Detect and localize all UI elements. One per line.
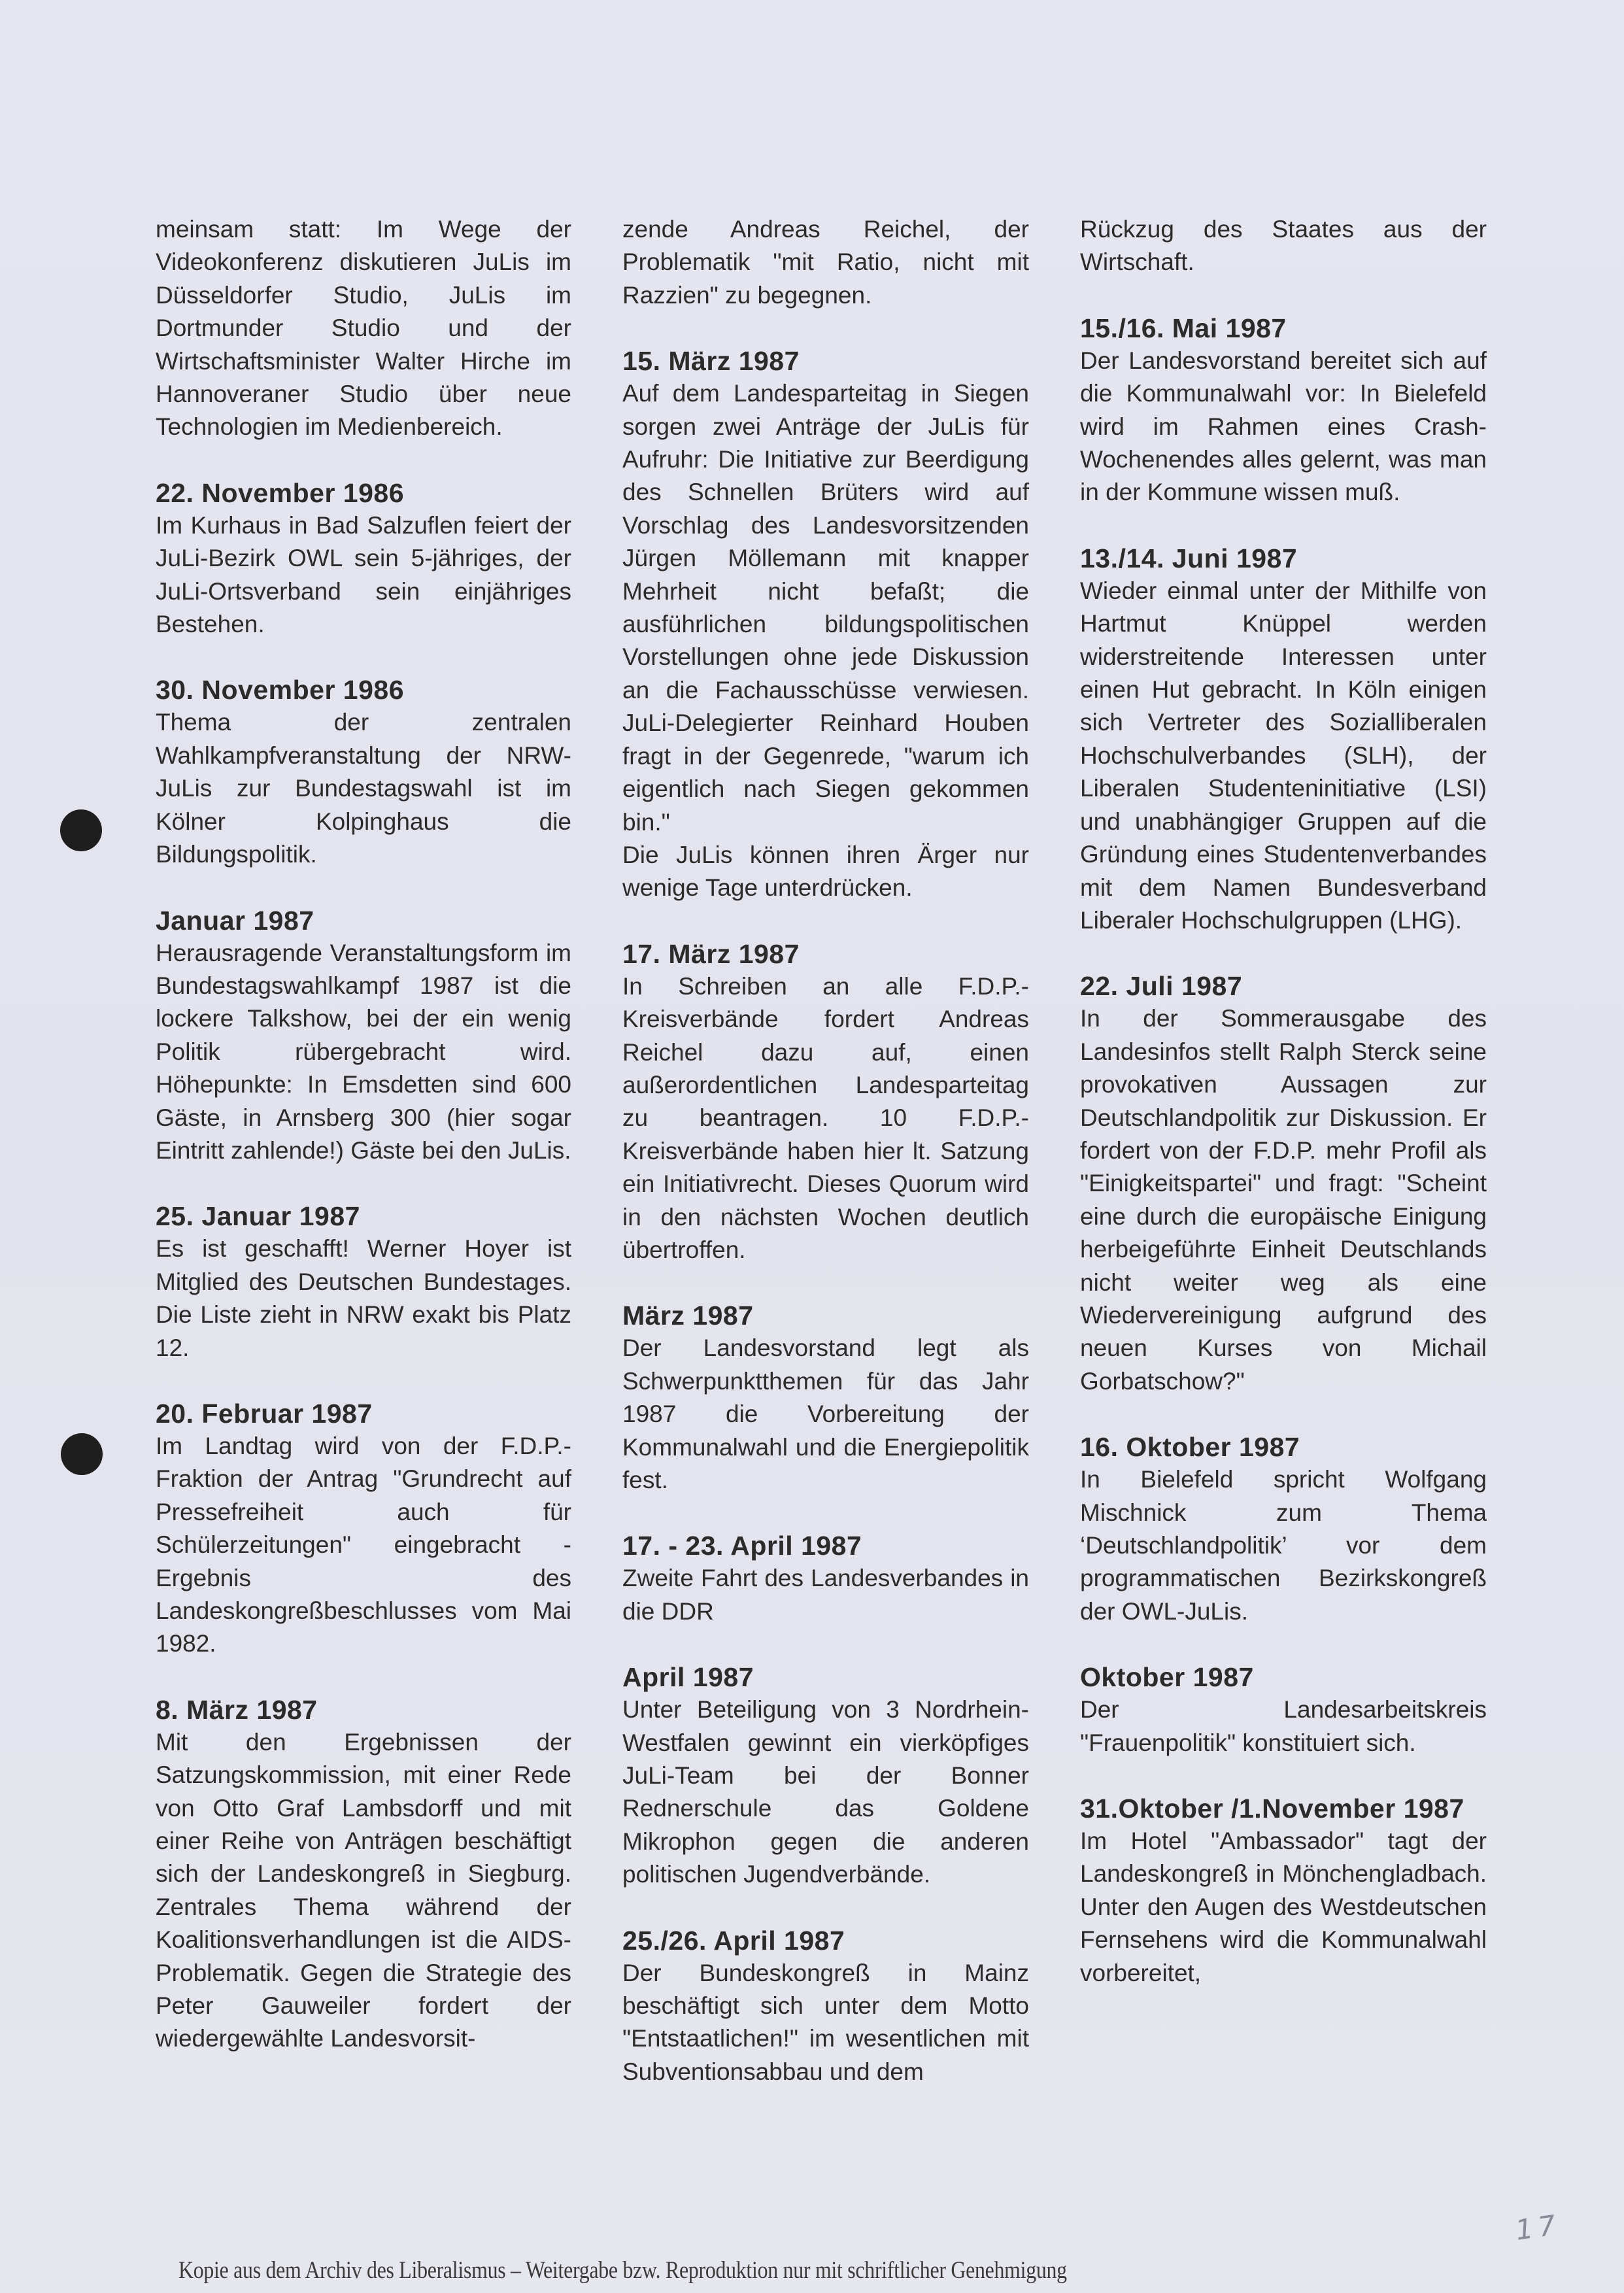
entry-text: Rückzug des Staates aus der Wirtschaft.: [1080, 216, 1487, 276]
chronicle-entry: [622, 1661, 1029, 1891]
chronicle-entry: [156, 904, 571, 1168]
entry-date-heading: 20. Februar 1987: [156, 1398, 373, 1429]
entry-text: Der Bundeskongreß in Mainz beschäftigt sich unter dem Motto "Entstaatlichen!" im wesentlichen mit Subventionsabbau und dem: [622, 1959, 1029, 2085]
entry-date-heading: 22. Juli 1987: [1080, 971, 1243, 1002]
entry-date-heading: 15. März 1987: [622, 346, 800, 377]
entry-date-heading: März 1987: [622, 1300, 754, 1331]
entry-date-heading: 13./14. Juni 1987: [1080, 543, 1298, 573]
entry-text: In Bielefeld spricht Wolfgang Mischnick zum Thema ‘Deutschlandpolitik’ vor dem programmatischen Bezirkskongreß der OWL-JuLis.: [1080, 1466, 1487, 1625]
entry-date-heading: 22. November 1986: [156, 477, 405, 508]
column-middle: [622, 213, 1029, 2121]
entry-text: Thema der zentralen Wahlkampfveranstaltung der NRW-JuLis zur Bundestagswahl ist im Kölner Kolpinghaus die Bildungspolitik.: [156, 709, 571, 868]
chronicle-entry: [156, 213, 571, 444]
handwritten-page-number: 17: [1513, 2208, 1563, 2247]
entry-text: In der Sommerausgabe des Landesinfos stellt Ralph Sterck seine provokativen Aussagen zur Deutschlandpolitik zur Diskussion. Er fordert von der F.D.P. mehr Profil als "Einigkeitspartei" und fragt: "Scheint eine durch die europäische Einigung herbeigeführte Einheit Deutschlands nicht weiter weg als eine Wiedervereinigung aufgrund des neuen Kurses von Michail Gorbatschow?": [1080, 1005, 1487, 1395]
chronicle-entry: [622, 1924, 1029, 2089]
chronicle-entry: [1080, 542, 1487, 937]
chronicle-entry: [156, 1200, 571, 1365]
entry-text: meinsam statt: Im Wege der Videokonferenz diskutieren JuLis im Düsseldorfer Studio, JuLis im Dortmunder Studio und der Wirtschaftsminister Walter Hirche im Hannoveraner Studio über neue Technologien im Medienbereich.: [156, 216, 571, 441]
chronicle-entry: [1080, 970, 1487, 1398]
chronicle-entry: [1080, 1661, 1487, 1759]
chronicle-entry: [622, 213, 1029, 312]
entry-text: Mit den Ergebnissen der Satzungskommission, mit einer Rede von Otto Graf Lambsdorff und mit einer Reihe von Anträgen beschäftigt sich der Landeskongreß in Siegburg. Zentrales Thema während der Koalitionsverhandlungen ist die AIDS-Problematik. Gegen die Strategie des Peter Gauweiler fordert der wiedergewählte Landesvorsit-: [156, 1728, 571, 2052]
chronicle-entry: [622, 345, 1029, 905]
entry-text: Der Landesvorstand bereitet sich auf die Kommunalwahl vor: In Bielefeld wird im Rahmen eines Crash-Wochenendes alles gelernt, was man in der Kommune wissen muß.: [1080, 347, 1487, 506]
chronicle-entry: [156, 1693, 571, 2056]
entry-text: In Schreiben an alle F.D.P.-Kreisverbände fordert Andreas Reichel dazu auf, einen außerordentlichen Landesparteitag zu beantragen. 10 F.D.P.-Kreisverbände haben hier lt. Satzung ein Initiativrecht. Dieses Quorum wird in den nächsten Wochen deutlich übertroffen.: [622, 972, 1029, 1263]
entry-text: Im Kurhaus in Bad Salzuflen feiert der JuLi-Bezirk OWL sein 5-jähriges, der JuLi-Ortsverband sein einjähriges Bestehen.: [156, 511, 571, 638]
entry-date-heading: 31.Oktober /1.November 1987: [1080, 1793, 1464, 1824]
entry-text: Der Landesarbeitskreis "Frauenpolitik" konstituiert sich.: [1080, 1696, 1487, 1756]
entry-text: Zweite Fahrt des Landesverbandes in die DDR: [622, 1565, 1029, 1625]
chronicle-entry: [1080, 1431, 1487, 1628]
chronicle-entry: [156, 673, 571, 871]
entry-date-heading: April 1987: [622, 1662, 754, 1693]
entry-text: Wieder einmal unter der Mithilfe von Hartmut Knüppel werden widerstreitende Interessen unter einen Hut gebracht. In Köln einigen sich Vertreter des Sozialliberalen Hochschulverbandes (SLH), der Liberalen Studenteninitiative (LSI) und unabhängiger Gruppen auf die Gründung eines Studentenverbandes mit dem Namen Bundesverband Liberaler Hochschulgruppen (LHG).: [1080, 577, 1487, 934]
entry-date-heading: 15./16. Mai 1987: [1080, 313, 1287, 343]
entry-text: zende Andreas Reichel, der Problematik "mit Ratio, nicht mit Razzien" zu begegnen.: [622, 216, 1029, 309]
chronicle-entry: [1080, 213, 1487, 279]
column-right: [1080, 213, 1487, 2022]
chronicle-entry: [622, 1529, 1029, 1628]
entry-date-heading: 17. März 1987: [622, 938, 800, 969]
column-left: [156, 213, 571, 2088]
entry-text: Es ist geschafft! Werner Hoyer ist Mitglied des Deutschen Bundestages. Die Liste zieht in NRW exakt bis Platz 12.: [156, 1235, 571, 1361]
chronicle-entry: [622, 938, 1029, 1267]
entry-text: Auf dem Landesparteitag in Siegen sorgen zwei Anträge der JuLis für Aufruhr: Die Initiative zur Beerdigung des Schnellen Brüters wird auf Vorschlag des Landesvorsitzenden Jürgen Möllemann mit knapper Mehrheit nicht befaßt; die ausführlichen bildungspolitischen Vorstellungen ohne jede Diskussion an die Fachausschüsse verwiesen. JuLi-Delegierter Reinhard Houben fragt in der Gegenrede, "warum ich eigentlich nach Siegen gekommen bin.": [622, 380, 1029, 836]
entry-text: Unter Beteiligung von 3 Nordrhein-Westfalen gewinnt ein vierköpfiges JuLi-Team bei der Bonner Rednerschule das Goldene Mikrophon gegen die anderen politischen Jugendverbände.: [622, 1696, 1029, 1888]
entry-date-heading: 17. - 23. April 1987: [622, 1531, 862, 1561]
entry-text: Im Hotel "Ambassador" tagt der Landeskongreß in Mönchengladbach. Unter den Augen des Westdeutschen Fernsehens wird die Kommunalwahl vorbereitet,: [1080, 1827, 1487, 1986]
entry-date-heading: 25. Januar 1987: [156, 1201, 360, 1232]
punch-hole-icon: [60, 809, 102, 851]
archive-footer-notice: Kopie aus dem Archiv des Liberalismus – Weitergabe bzw. Reproduktion nur mit schriftlicher Genehmigung: [178, 2257, 1067, 2284]
chronicle-entry: [1080, 312, 1487, 509]
entry-date-heading: 8. März 1987: [156, 1694, 318, 1725]
entry-text: Im Landtag wird von der F.D.P.-Fraktion der Antrag "Grundrecht auf Pressefreiheit auch für Schülerzeitungen" eingebracht - Ergebnis des Landeskongreßbeschlusses vom Mai 1982.: [156, 1432, 571, 1657]
chronicle-entry: [1080, 1792, 1487, 1990]
entry-text: Der Landesvorstand legt als Schwerpunktthemen für das Jahr 1987 die Vorbereitung der Kommunalwahl und die Energiepolitik fest.: [622, 1334, 1029, 1493]
chronicle-entry: [622, 1299, 1029, 1497]
entry-date-heading: Oktober 1987: [1080, 1662, 1254, 1693]
entry-date-heading: 25./26. April 1987: [622, 1925, 845, 1956]
entry-date-heading: 16. Oktober 1987: [1080, 1432, 1300, 1463]
entry-date-heading: Januar 1987: [156, 905, 314, 936]
entry-date-heading: 30. November 1986: [156, 675, 405, 705]
chronicle-entry: [156, 1397, 571, 1661]
entry-text: Die JuLis können ihren Ärger nur wenige Tage unterdrücken.: [622, 841, 1029, 902]
entry-text: Herausragende Veranstaltungsform im Bundestagswahlkampf 1987 ist die lockere Talkshow, bei der ein wenig Politik rübergebracht wird. Höhepunkte: In Emsdetten sind 600 Gäste, in Arnsberg 300 (hier sogar Eintritt zahlende!) Gäste bei den JuLis.: [156, 939, 571, 1164]
chronicle-entry: [156, 477, 571, 641]
punch-hole-icon: [61, 1433, 103, 1475]
